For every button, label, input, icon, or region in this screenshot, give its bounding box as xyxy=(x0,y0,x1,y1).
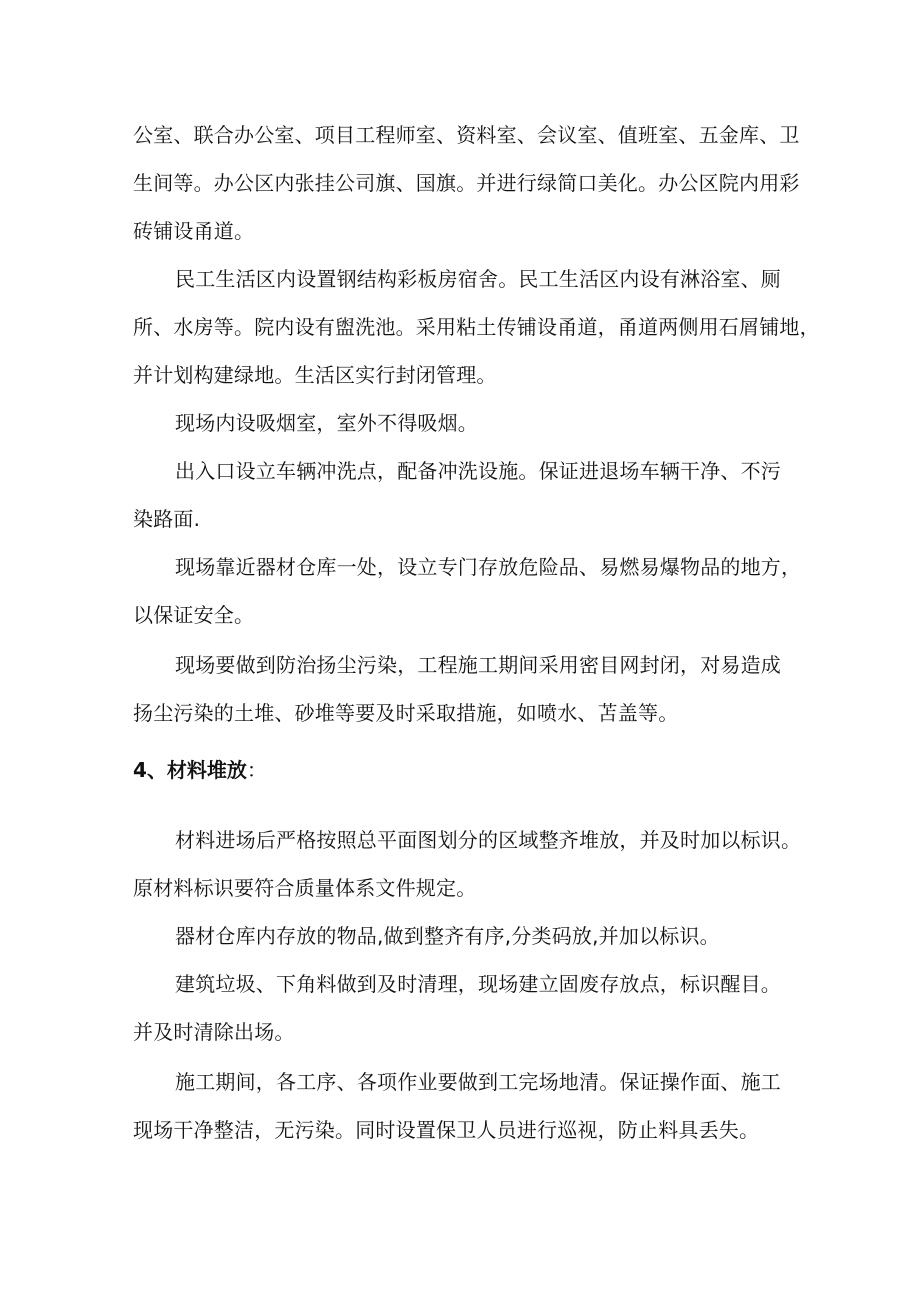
paragraph-line: 建筑垃圾、下角料做到及时清理，现场建立固废存放点，标识醒目。 xyxy=(175,972,781,996)
paragraph-line: 生间等。办公区内张挂公司旗、国旗。并进行绿简口美化。办公区院内用彩 xyxy=(133,171,800,195)
paragraph-line: 所、水房等。院内设有盥洗池。采用粘土传铺设甬道，甬道两侧用石屑铺地， xyxy=(133,315,820,339)
section-heading xyxy=(133,756,267,784)
section-heading-title: 材料堆放 xyxy=(166,758,247,782)
paragraph-line: 染路面. xyxy=(133,507,201,531)
paragraph-line: 民工生活区内设置钢结构彩板房宿舍。民工生活区内设有淋浴室、厕 xyxy=(175,267,781,291)
paragraph-line: 以保证安全。 xyxy=(133,603,255,627)
paragraph-line: 并计划构建绿地。生活区实行封闭管理。 xyxy=(133,363,497,387)
paragraph-line: 施工期间，各工序、各项作业要做到工完场地清。保证操作面、施工 xyxy=(175,1070,781,1094)
paragraph-line: 公室、联合办公室、项目工程师室、资料室、会议室、值班室、五金库、卫 xyxy=(133,123,800,147)
section-heading-colon: ： xyxy=(246,758,267,782)
paragraph-line: 扬尘污染的土堆、砂堆等要及时采取措施，如喷水、苫盖等。 xyxy=(133,701,679,725)
paragraph-line: 材料进场后严格按照总平面图划分的区域整齐堆放，并及时加以标识。 xyxy=(175,828,802,852)
paragraph-line: 原材料标识要符合质量体系文件规定。 xyxy=(133,876,477,900)
paragraph-line: 并及时清除出场。 xyxy=(133,1020,295,1044)
paragraph-line: 现场内设吸烟室，室外不得吸烟。 xyxy=(175,411,478,435)
paragraph-line: 现场要做到防治扬尘污染，工程施工期间采用密目网封闭，对易造成 xyxy=(175,653,781,677)
paragraph-line: 砖铺设甬道。 xyxy=(133,219,255,243)
paragraph-line: 出入口设立车辆冲洗点，配备冲洗设施。保证进退场车辆干净、不污 xyxy=(175,459,781,483)
paragraph-line: 现场干净整洁，无污染。同时设置保卫人员进行巡视，防止料具丢失。 xyxy=(133,1118,760,1142)
paragraph-line: 现场靠近器材仓库一处，设立专门存放危险品、易燃易爆物品的地方， xyxy=(175,555,802,579)
paragraph-line: 器材仓库内存放的物品,做到整齐有序,分类码放,并加以标识。 xyxy=(175,924,720,948)
section-heading-number: 4、 xyxy=(133,758,167,782)
